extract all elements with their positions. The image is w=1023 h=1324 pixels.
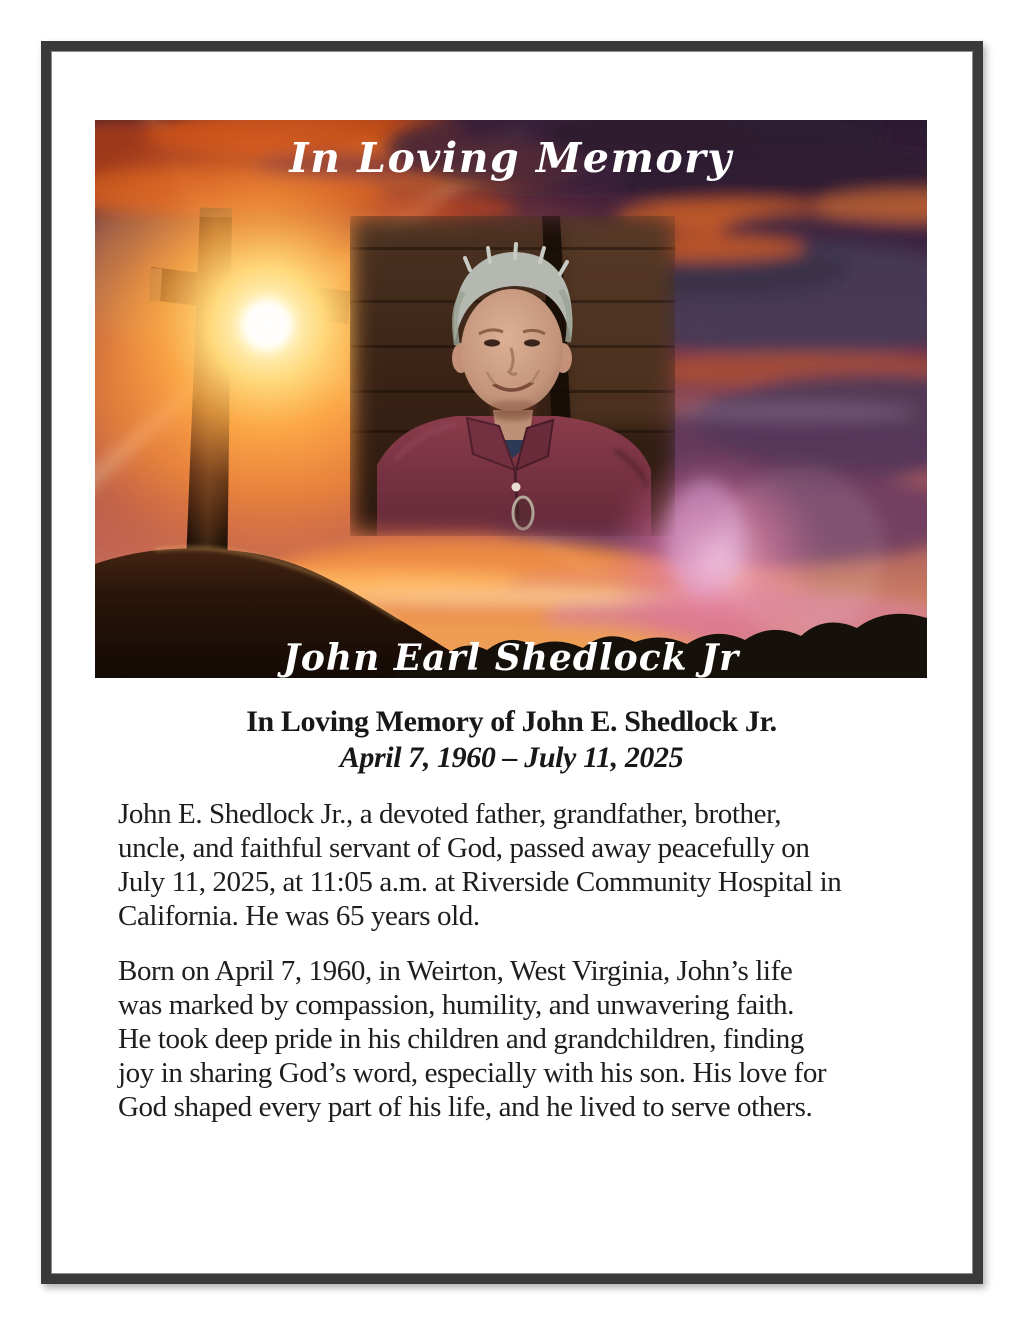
paragraph-line: John E. Shedlock Jr., a devoted father, grandfather, brother,	[118, 798, 782, 830]
paragraph-line: was marked by compassion, humility, and unwavering faith.	[118, 989, 795, 1021]
obituary-paragraph-1	[118, 797, 918, 933]
paragraph-line: joy in sharing God’s word, especially with his son. His love for	[118, 1057, 827, 1089]
paragraph-line: Born on April 7, 1960, in Weirton, West Virginia, John’s life	[118, 955, 793, 987]
paragraph-line: God shaped every part of his life, and he lived to serve others.	[118, 1091, 813, 1123]
paragraph-line: uncle, and faithful servant of God, passed away peacefully on	[118, 832, 810, 864]
paragraph-line: He took deep pride in his children and grandchildren, finding	[118, 1023, 804, 1055]
life-dates: April 7, 1960 – July 11, 2025	[339, 741, 684, 774]
obituary-heading	[95, 704, 928, 776]
image-top-caption: In Loving Memory	[289, 134, 733, 182]
memorial-header-image	[95, 120, 927, 678]
sun-core	[241, 299, 293, 351]
image-bottom-caption: John Earl Shedlock Jr	[282, 637, 740, 678]
shirt-button	[512, 483, 521, 492]
portrait-photo	[350, 216, 675, 536]
paragraph-line: July 11, 2025, at 11:05 a.m. at Riverside Community Hospital in	[118, 866, 842, 898]
sunset-cross-scene	[95, 120, 927, 678]
paragraph-line: California. He was 65 years old.	[118, 900, 480, 932]
hanging-eyeglasses	[513, 497, 533, 529]
obituary-paragraph-2	[118, 954, 918, 1124]
page-title: In Loving Memory of John E. Shedlock Jr.	[246, 705, 777, 738]
